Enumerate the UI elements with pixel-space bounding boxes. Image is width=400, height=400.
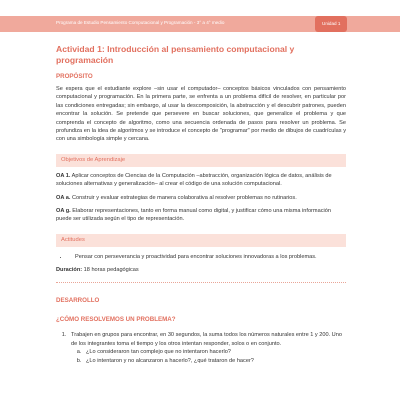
sub-question: a. ¿Lo consideraron tan complejo que no intentaron hacerlo? [83,348,346,356]
duration-value: 18 horas pedagógicas [83,267,139,274]
duration-label: Duración: [56,267,83,274]
objectives-heading: Objetivos de Aprendizaje [61,156,126,163]
task-list [56,331,346,365]
task-item [68,331,346,365]
objective-text: Elaborar representaciones, tanto en forma manual como digital, y justificar cómo una misma información puede ser utilizada según el tipo de representación. [56,208,331,223]
objectives-section-bar [56,154,346,167]
program-label: Programa de Estudio Pensamiento Computacional y Programación - 3° a 4° medio [56,20,225,25]
objective-code: OA g. [56,208,71,215]
objective-item [56,207,346,224]
attitude-item: • Pensar con perseverancia y proactividad para encontrar soluciones innovadoras a los problemas. [69,253,346,261]
page-header [0,0,400,46]
objective-code: OA a. [56,194,71,201]
duration-line [56,267,346,273]
objective-text: Construir y evaluar estrategias de manera colaborativa al resolver problemas no rutinarios. [71,194,297,201]
purpose-text: Se espera que el estudiante explore –sin usar el computador– conceptos básicos vinculados con pensamiento computacional y programación. En la primera parte, se enfrenta a un problema difícil de resolver, en particular por las condiciones entregadas; sin embargo, al usar la descomposición, la abstracción y el descubrir patrones, pueden encontrar la solución. Se pretende que persevere en buscar soluciones, que generalice el problema y que comprenda el concepto de algoritmo, como una secuencia ordenada de pasos para resolver un problema. Se profundiza en la idea de algoritmos y se introduce el concepto de "programar" por medio de dibujos de cuadrículas y con una simbología simple y cercana. [56,86,346,143]
attitudes-heading: Actitudes [61,236,85,243]
attitudes-list [56,253,346,261]
objective-text: Aplicar conceptos de Ciencias de la Computación –abstracción, organización lógica de datos, análisis de soluciones alternativas y generalización– al crear el código de una solución computacional. [56,172,332,188]
development-heading: DESARROLLO [56,297,100,305]
objective-item [56,172,346,189]
objective-code: OA 1. [56,172,71,179]
section-divider [56,282,346,283]
purpose-heading: PROPÓSITO [56,73,93,80]
sub-question: b. ¿Lo intentaron y no alcanzaron a hacerlo?, ¿qué trataron de hacer? [83,357,346,365]
objective-item [56,194,346,202]
attitudes-section-bar [56,234,346,247]
sub-question-list [71,348,346,365]
document-body [56,44,346,365]
unit-label: Unidad 1 [322,21,341,26]
activity-title: Actividad 1: Introducción al pensamiento computacional y programación [56,44,295,65]
task-text: Trabajen en grupos para encontrar, en 30 segundos, la suma todos los números naturales entre 1 y 200. Uno de los integrantes toma el tiempo y los otros intentan responder, solos o en conjunto. [71,332,342,347]
question-heading: ¿CÓMO RESOLVEMOS UN PROBLEMA? [56,316,176,324]
